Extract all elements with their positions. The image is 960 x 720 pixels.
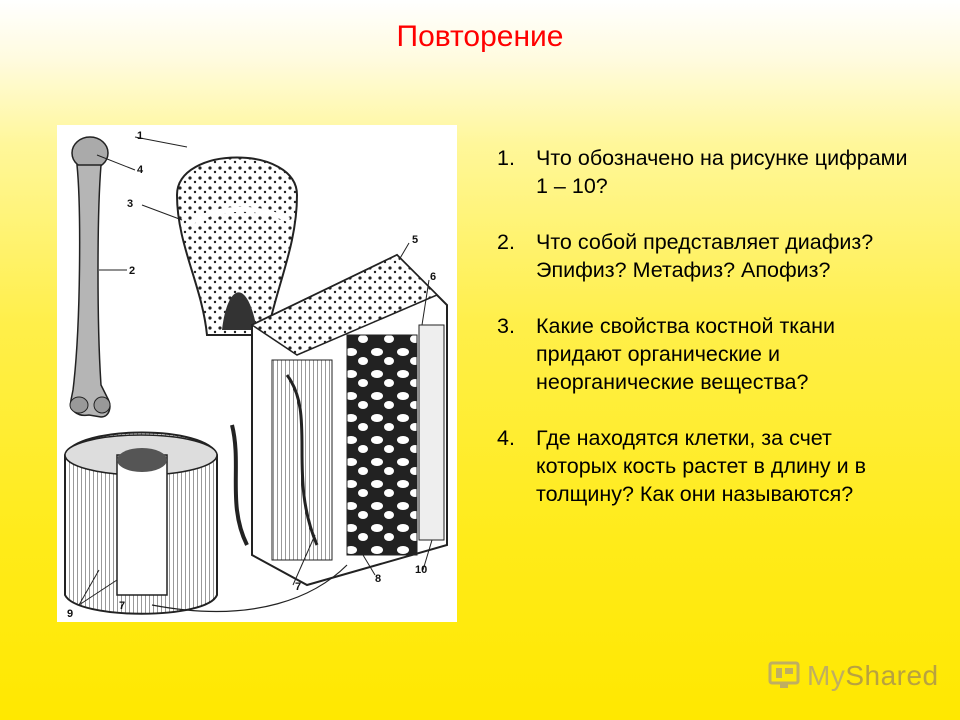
question-item (497, 228, 917, 284)
question-item (497, 312, 917, 396)
question-number: 3. (497, 314, 515, 338)
question-item (497, 424, 917, 508)
myshared-logo (767, 656, 937, 696)
myshared-logo-text: MyShared (807, 660, 939, 691)
figure-label-1: 1 (137, 130, 144, 142)
question-number: 2. (497, 230, 515, 254)
epiphysis-section-drawing (177, 158, 297, 336)
question-number: 4. (497, 426, 515, 450)
figure-label-7: 7 (295, 581, 302, 593)
question-item (497, 144, 917, 200)
humerus-drawing (70, 137, 110, 417)
question-list (497, 144, 917, 536)
question-text: Какие свойства костной ткани придают органические и неорганические вещества? (536, 314, 836, 394)
figure-label-4: 4 (137, 164, 144, 176)
figure-label-7b: 7 (119, 600, 126, 612)
figure-label-2: 2 (129, 265, 136, 277)
figure-label-9: 9 (67, 608, 74, 620)
question-text: Что обозначено на рисунке цифрами 1 – 10? (536, 146, 908, 198)
question-text: Что собой представляет диафиз? Эпифиз? Метафиз? Апофиз? (536, 230, 874, 282)
slide-title: Повторение (396, 20, 564, 53)
question-text: Где находятся клетки, за счет которых кость растет в длину и в толщину? Как они называются? (536, 426, 867, 506)
figure-label-6: 6 (430, 271, 437, 283)
figure-label-8: 8 (375, 573, 382, 585)
bone-structure-figure (57, 125, 457, 622)
myshared-logo-icon (767, 657, 803, 696)
figure-label-3: 3 (127, 198, 134, 210)
question-number: 1. (497, 146, 515, 170)
figure-label-10: 10 (415, 564, 428, 576)
figure-label-5: 5 (412, 234, 419, 246)
